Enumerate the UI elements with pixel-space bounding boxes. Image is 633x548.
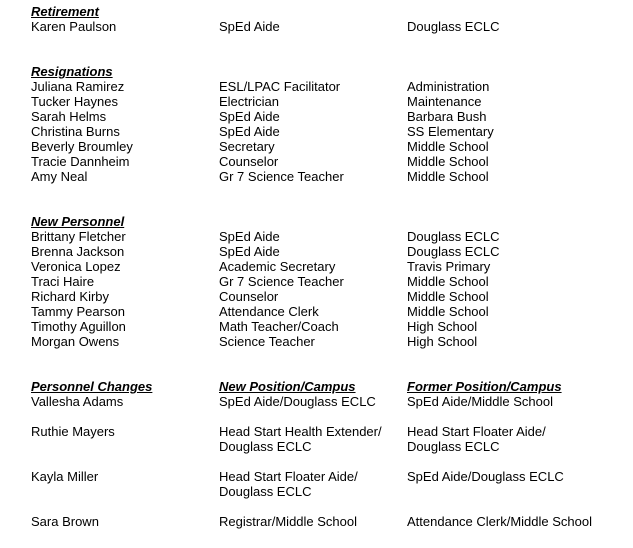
table-row xyxy=(0,394,633,409)
table-row xyxy=(0,319,633,334)
new-personnel-name: Brittany Fletcher xyxy=(31,229,126,244)
resignation-name: Tracie Dannheim xyxy=(31,154,130,169)
table-row xyxy=(0,124,633,139)
table-row xyxy=(0,274,633,289)
change-name: Sara Brown xyxy=(31,514,99,529)
new-personnel-campus: High School xyxy=(407,319,478,334)
change-name: Vallesha Adams xyxy=(31,394,124,409)
table-row xyxy=(0,514,633,529)
resignation-name: Juliana Ramirez xyxy=(31,79,125,94)
table-row xyxy=(0,334,633,349)
change-former-position: SpEd Aide/Middle School xyxy=(407,394,553,409)
resignation-campus: SS Elementary xyxy=(407,124,494,139)
retirement-name: Karen Paulson xyxy=(31,19,117,34)
new-personnel-campus: High School xyxy=(407,334,478,349)
new-personnel-campus: Middle School xyxy=(407,274,489,289)
resignation-position: Electrician xyxy=(219,94,279,109)
new-personnel-position: SpEd Aide xyxy=(219,229,280,244)
table-row xyxy=(0,154,633,169)
resignation-name: Amy Neal xyxy=(31,169,88,184)
retirement-heading-line xyxy=(0,4,633,19)
new-personnel-position: Math Teacher/Coach xyxy=(219,319,339,334)
table-row xyxy=(0,229,633,244)
new-personnel-name: Traci Haire xyxy=(31,274,95,289)
table-row xyxy=(0,79,633,94)
new-personnel-campus: Douglass ECLC xyxy=(407,229,500,244)
table-row xyxy=(0,19,633,34)
change-new-position-line2: Douglass ECLC xyxy=(219,439,312,454)
new-position-heading: New Position/Campus xyxy=(219,379,356,394)
change-new-position: SpEd Aide/Douglass ECLC xyxy=(219,394,376,409)
resignations-heading-line xyxy=(0,64,633,79)
new-personnel-heading: New Personnel xyxy=(31,214,125,229)
change-former-position: Head Start Floater Aide/ xyxy=(407,424,546,439)
resignation-name: Beverly Broumley xyxy=(31,139,133,154)
table-row-continuation xyxy=(0,439,633,454)
table-row xyxy=(0,424,633,439)
table-row xyxy=(0,469,633,484)
table-row xyxy=(0,169,633,184)
resignation-position: Gr 7 Science Teacher xyxy=(219,169,344,184)
new-personnel-name: Richard Kirby xyxy=(31,289,110,304)
change-new-position: Head Start Floater Aide/ xyxy=(219,469,358,484)
table-row xyxy=(0,109,633,124)
resignation-name: Tucker Haynes xyxy=(31,94,118,109)
resignation-campus: Maintenance xyxy=(407,94,482,109)
new-personnel-heading-line xyxy=(0,214,633,229)
new-personnel-campus: Middle School xyxy=(407,289,489,304)
new-personnel-name: Morgan Owens xyxy=(31,334,120,349)
new-personnel-position: Science Teacher xyxy=(219,334,315,349)
resignation-campus: Middle School xyxy=(407,169,489,184)
new-personnel-name: Tammy Pearson xyxy=(31,304,125,319)
change-new-position: Head Start Health Extender/ xyxy=(219,424,382,439)
table-row xyxy=(0,304,633,319)
personnel-changes-heading: Personnel Changes xyxy=(31,379,153,394)
new-personnel-name: Veronica Lopez xyxy=(31,259,121,274)
resignation-position: Secretary xyxy=(219,139,275,154)
table-row xyxy=(0,244,633,259)
resignation-position: SpEd Aide xyxy=(219,124,280,139)
personnel-changes-heading-line xyxy=(0,379,633,394)
table-row xyxy=(0,139,633,154)
change-name: Ruthie Mayers xyxy=(31,424,115,439)
new-personnel-position: Counselor xyxy=(219,289,279,304)
retirement-campus: Douglass ECLC xyxy=(407,19,500,34)
retirement-heading: Retirement xyxy=(31,4,99,19)
change-name: Kayla Miller xyxy=(31,469,99,484)
new-personnel-position: SpEd Aide xyxy=(219,244,280,259)
resignation-campus: Administration xyxy=(407,79,490,94)
new-personnel-campus: Middle School xyxy=(407,304,489,319)
change-former-position: SpEd Aide/Douglass ECLC xyxy=(407,469,564,484)
new-personnel-campus: Douglass ECLC xyxy=(407,244,500,259)
table-row xyxy=(0,94,633,109)
table-row-continuation xyxy=(0,484,633,499)
change-former-position: Attendance Clerk/Middle School xyxy=(407,514,592,529)
retirement-position: SpEd Aide xyxy=(219,19,280,34)
new-personnel-name: Timothy Aguillon xyxy=(31,319,126,334)
resignation-position: ESL/LPAC Facilitator xyxy=(219,79,341,94)
new-personnel-position: Academic Secretary xyxy=(219,259,336,274)
former-position-heading: Former Position/Campus xyxy=(407,379,562,394)
table-row xyxy=(0,259,633,274)
change-new-position-line2: Douglass ECLC xyxy=(219,484,312,499)
resignation-campus: Middle School xyxy=(407,154,489,169)
resignations-heading: Resignations xyxy=(31,64,113,79)
table-row xyxy=(0,289,633,304)
new-personnel-position: Gr 7 Science Teacher xyxy=(219,274,344,289)
new-personnel-campus: Travis Primary xyxy=(407,259,491,274)
resignation-name: Sarah Helms xyxy=(31,109,107,124)
resignation-position: Counselor xyxy=(219,154,279,169)
resignation-name: Christina Burns xyxy=(31,124,120,139)
new-personnel-position: Attendance Clerk xyxy=(219,304,319,319)
resignation-campus: Middle School xyxy=(407,139,489,154)
resignation-position: SpEd Aide xyxy=(219,109,280,124)
new-personnel-name: Brenna Jackson xyxy=(31,244,125,259)
resignation-campus: Barbara Bush xyxy=(407,109,487,124)
change-former-position-line2: Douglass ECLC xyxy=(407,439,500,454)
change-new-position: Registrar/Middle School xyxy=(219,514,358,529)
